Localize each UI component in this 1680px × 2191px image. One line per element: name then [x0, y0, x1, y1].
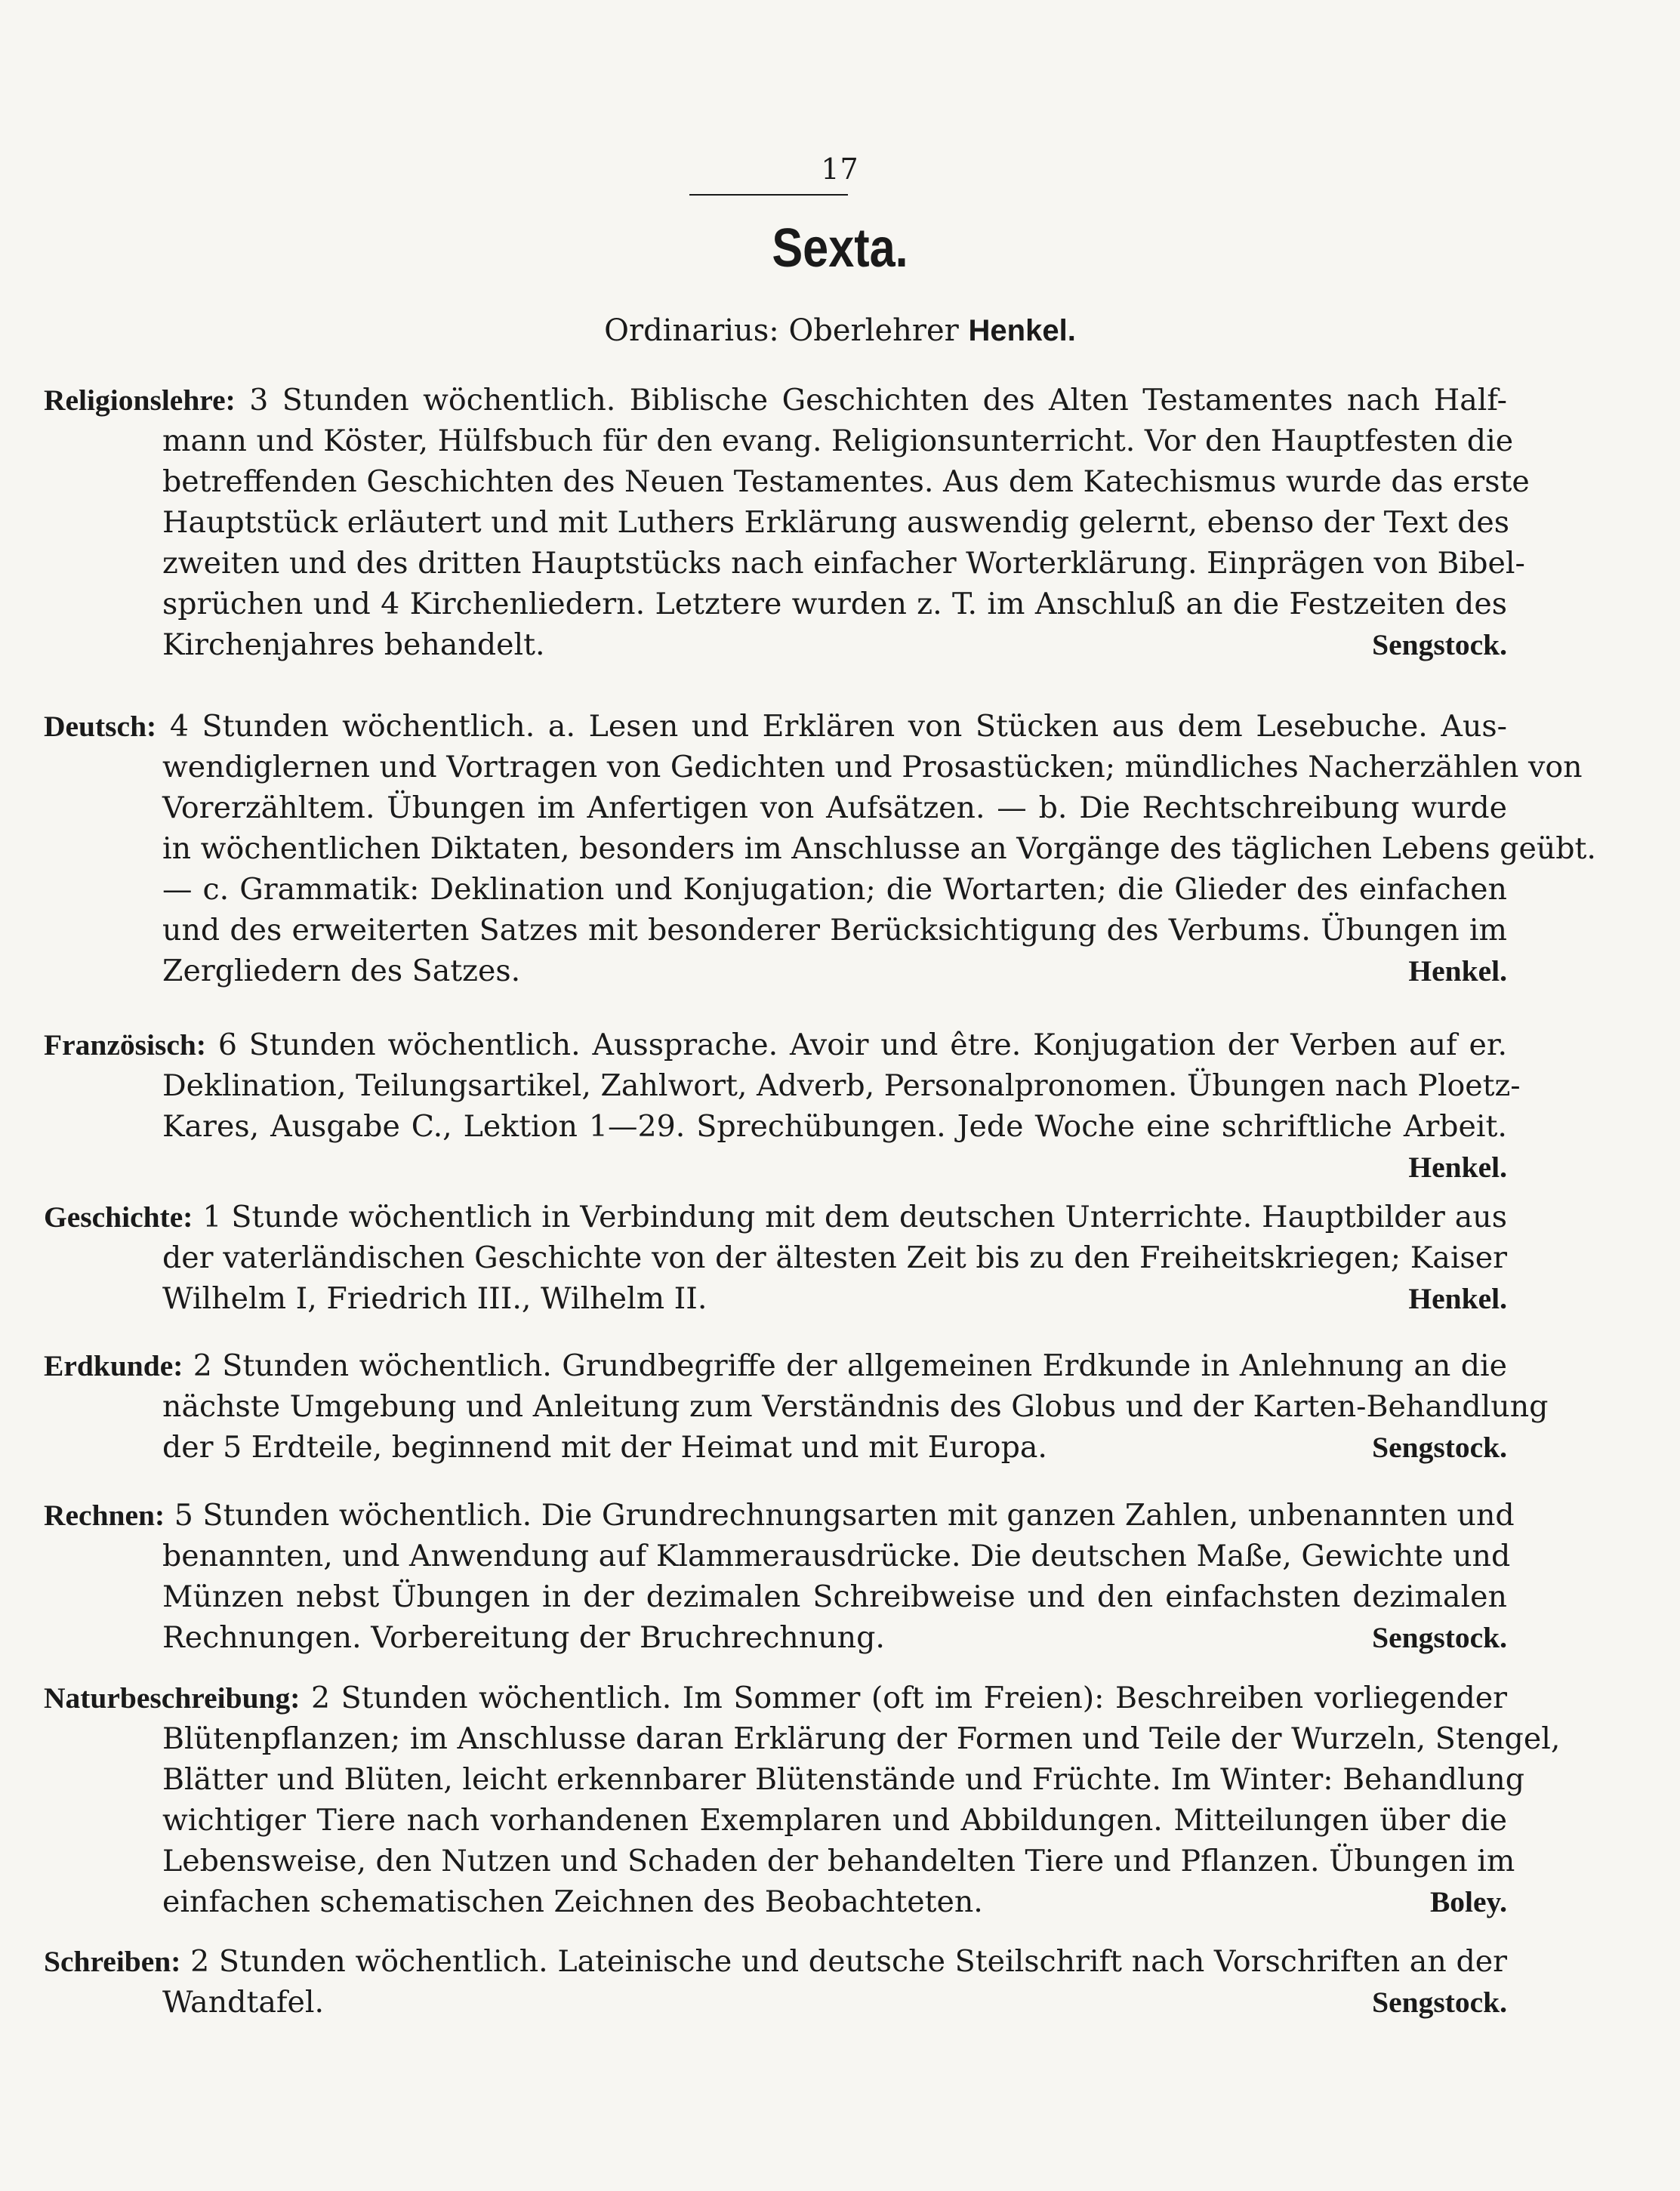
section-text-line: der vaterländischen Geschichte von der ältesten Zeit bis zu den Freiheitskriegen; Kaiser: [162, 1240, 1507, 1275]
page-number: 17: [821, 153, 859, 186]
section-text-line: mann und Köster, Hülfsbuch für den evang. Religionsunterricht. Vor den Hauptfesten die: [162, 424, 1514, 458]
section-deutsch: [44, 706, 1596, 991]
section-text-line: Blätter und Blüten, leicht erkennbarer Blütenstände und Früchte. Im Winter: Behandlung: [162, 1762, 1525, 1797]
subject-heading: Religionslehre:: [44, 384, 236, 417]
subject-heading: Schreiben:: [44, 1945, 181, 1978]
ordinarius-name: Henkel.: [968, 314, 1076, 347]
teacher-signature: Henkel.: [1408, 1151, 1507, 1184]
section-text-line: Münzen nebst Übungen in der dezimalen Schreibweise und den einfachsten dezimalen: [162, 1579, 1507, 1614]
section-text-line: der 5 Erdteile, beginnend mit der Heimat und mit Europa.: [162, 1430, 1047, 1465]
subject-heading: Naturbeschreibung:: [44, 1681, 301, 1715]
section-naturbeschreibung: [44, 1678, 1561, 1922]
section-schreiben: [44, 1941, 1507, 2023]
section-text-line: Wandtafel.: [162, 1985, 325, 2020]
section-rechnen: [44, 1495, 1515, 1658]
teacher-signature: Boley.: [1429, 1885, 1507, 1918]
section-text-line: wichtiger Tiere nach vorhandenen Exemplaren und Abbildungen. Mitteilungen über die: [162, 1803, 1507, 1838]
section-text-line: Rechnungen. Vorbereitung der Bruchrechnung.: [162, 1620, 885, 1655]
section-text-line: betreffenden Geschichten des Neuen Testamentes. Aus dem Katechismus wurde das erste: [162, 464, 1530, 499]
section-erdkunde: [44, 1345, 1549, 1468]
section-text-line: 2 Stunden wöchentlich. Grundbegriffe der allgemeinen Erdkunde in Anlehnung an die: [193, 1348, 1507, 1383]
teacher-signature: Sengstock.: [1372, 1621, 1507, 1654]
section-text-line: Kares, Ausgabe C., Lektion 1—29. Sprechübungen. Jede Woche eine schriftliche Arbeit.: [162, 1109, 1507, 1144]
section-text-line: Blütenpflanzen; im Anschlusse daran Erklärung der Formen und Teile der Wurzeln, Stengel,: [162, 1721, 1561, 1756]
subject-heading: Rechnen:: [44, 1499, 165, 1532]
section-text-line: 4 Stunden wöchentlich. a. Lesen und Erklären von Stücken aus dem Lesebuche. Aus-: [169, 709, 1507, 744]
section-text-line: Vorerzähltem. Übungen im Anfertigen von Aufsätzen. — b. Die Rechtschreibung wurde: [162, 790, 1507, 825]
section-text-line: nächste Umgebung und Anleitung zum Verständnis des Globus und der Karten-Behandlung: [162, 1389, 1549, 1424]
ordinarius-line: [0, 313, 1680, 348]
section-text-line: in wöchentlichen Diktaten, besonders im Anschlusse an Vorgänge des täglichen Lebens geübt.: [162, 831, 1596, 866]
section-text-line: Deklination, Teilungsartikel, Zahlwort, Adverb, Personalpronomen. Übungen nach Ploetz-: [162, 1068, 1521, 1103]
section-text-line: sprüchen und 4 Kirchenliedern. Letztere wurden z. T. im Anschluß an die Festzeiten des: [162, 587, 1507, 621]
subject-heading: Deutsch:: [44, 710, 157, 743]
section-franzoesisch: [44, 1025, 1521, 1188]
section-text-line: 2 Stunden wöchentlich. Lateinische und deutsche Steilschrift nach Vorschriften an der: [190, 1944, 1508, 1979]
section-text-line: Lebensweise, den Nutzen und Schaden der behandelten Tiere und Pflanzen. Übungen im: [162, 1844, 1515, 1878]
section-text-line: Hauptstück erläutert und mit Luthers Erklärung auswendig gelernt, ebenso der Text des: [162, 505, 1510, 540]
section-text-line: Kirchenjahres behandelt.: [162, 627, 545, 662]
subject-heading: Geschichte:: [44, 1200, 193, 1234]
section-text-line: — c. Grammatik: Deklination und Konjugation; die Wortarten; die Glieder des einfachen: [162, 872, 1507, 907]
subject-heading: Erdkunde:: [44, 1349, 183, 1382]
section-text-line: 1 Stunde wöchentlich in Verbindung mit dem deutschen Unterrichte. Hauptbilder aus: [202, 1200, 1507, 1234]
section-text-line: Wilhelm I, Friedrich III., Wilhelm II.: [162, 1281, 707, 1316]
page-title: Sexta.: [772, 218, 908, 279]
subject-heading: Französisch:: [44, 1028, 207, 1062]
section-text-line: 2 Stunden wöchentlich. Im Sommer (oft im Freien): Beschreiben vorliegender: [310, 1681, 1507, 1715]
page-number-rule: [689, 194, 848, 196]
teacher-signature: Sengstock.: [1372, 628, 1507, 661]
section-text-line: zweiten und des dritten Hauptstücks nach einfacher Worterklärung. Einprägen von Bibel-: [162, 546, 1525, 581]
section-text-line: benannten, und Anwendung auf Klammerausdrücke. Die deutschen Maße, Gewichte und: [162, 1539, 1511, 1573]
section-text-line: einfachen schematischen Zeichnen des Beobachteten.: [162, 1884, 983, 1919]
section-text-line: und des erweiterten Satzes mit besonderer Berücksichtigung des Verbums. Übungen im: [162, 913, 1507, 948]
section-religionslehre: [44, 380, 1530, 665]
section-text-line: 3 Stunden wöchentlich. Biblische Geschichten des Alten Testamentes nach Half-: [249, 383, 1507, 418]
ordinarius-label: Ordinarius: Oberlehrer: [604, 313, 959, 348]
section-text-line: 5 Stunden wöchentlich. Die Grundrechnungsarten mit ganzen Zahlen, unbenannten und: [174, 1498, 1515, 1533]
teacher-signature: Henkel.: [1408, 1282, 1507, 1315]
section-text-line: wendiglernen und Vortragen von Gedichten und Prosastücken; mündliches Nacherzählen von: [162, 750, 1583, 784]
section-geschichte: [44, 1197, 1507, 1319]
teacher-signature: Sengstock.: [1372, 1431, 1507, 1464]
teacher-signature: Sengstock.: [1372, 1986, 1507, 2019]
teacher-signature: Henkel.: [1408, 954, 1507, 988]
section-text-line: 6 Stunden wöchentlich. Aussprache. Avoir und être. Konjugation der Verben auf er.: [217, 1028, 1508, 1062]
section-text-line: Zergliedern des Satzes.: [162, 954, 521, 988]
